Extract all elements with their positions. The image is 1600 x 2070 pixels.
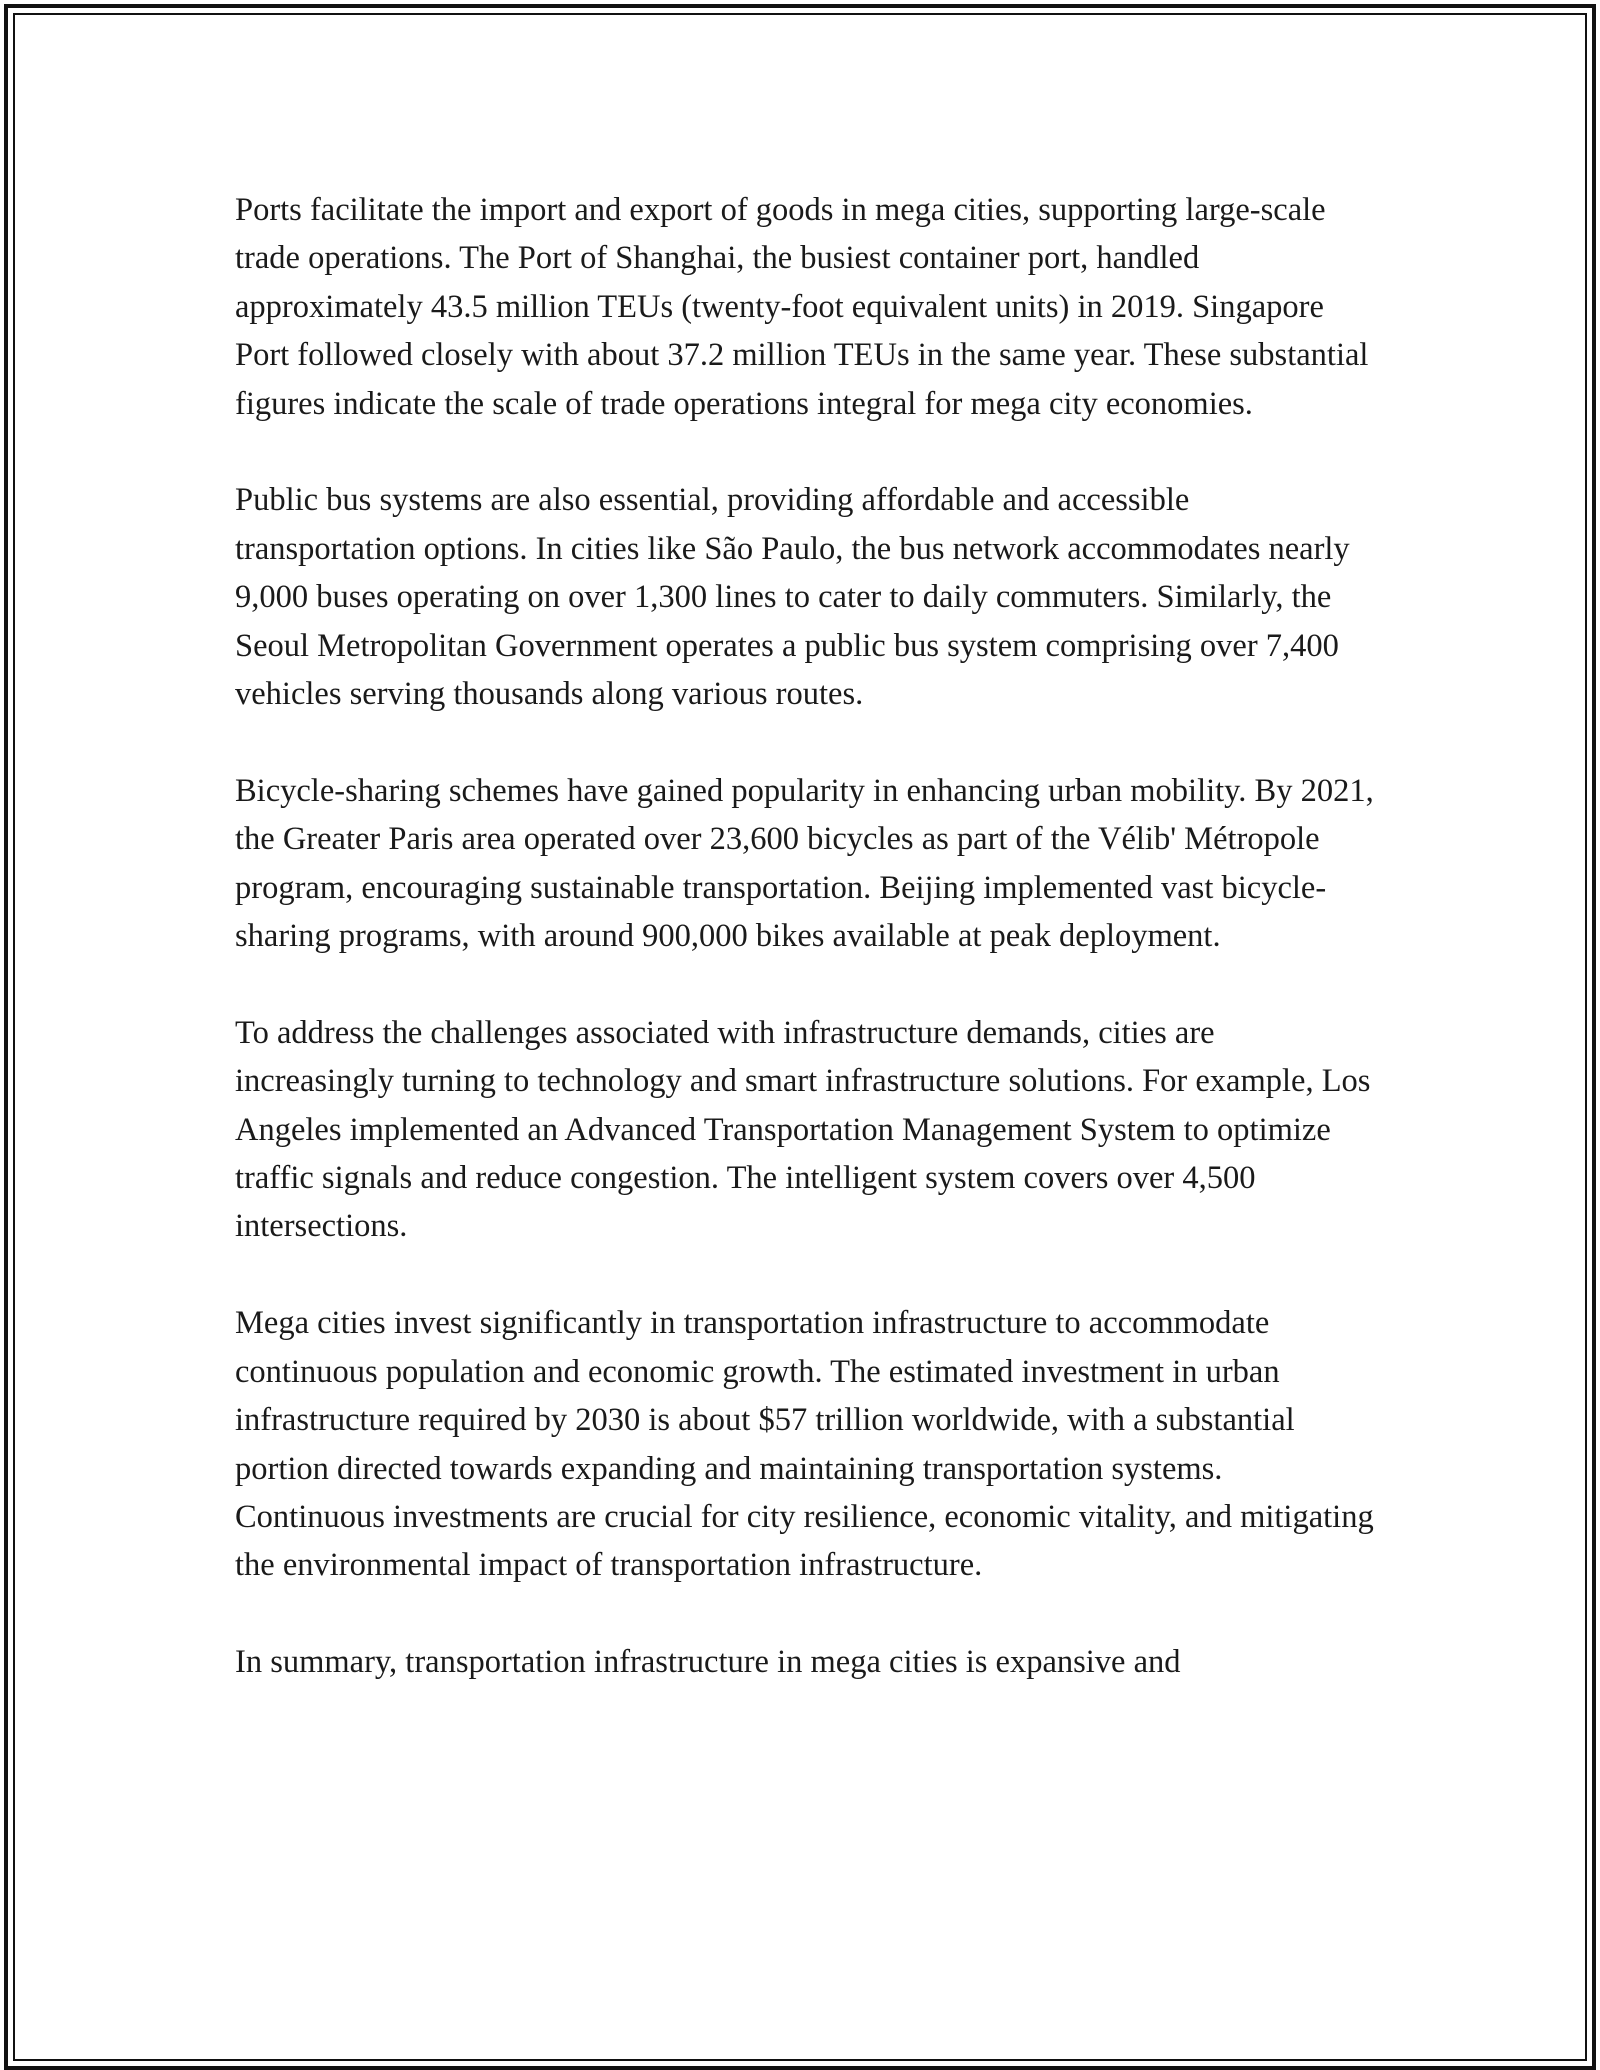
paragraph-bicycle-sharing: Bicycle-sharing schemes have gained popularity in enhancing urban mobility. By 2021, the Greater Paris area operated over 23,600 bicycles as part of the Vélib' Métropole program, encouraging sustainable transportation. Beijing implemented vast bicycle-sharing programs, with around 900,000 bikes available at peak deployment. [235,772,1374,955]
document-body [235,186,1375,1687]
paragraph-investment: Mega cities invest significantly in transportation infrastructure to accommodate continuous population and economic growth. The estimated investment in urban infrastructure required by 2030 is about $57 trillion worldwide, with a substantial portion directed towards expanding and maintaining transportation systems. Continuous investments are crucial for city resilience, economic vitality, and mitigating the environmental impact of transportation infrastructure. [235,1305,1374,1584]
paragraph-smart-infrastructure: To address the challenges associated with infrastructure demands, cities are increasingly turning to technology and smart infrastructure solutions. For example, Los Angeles implemented an Advanced Transportation Management System to optimize traffic signals and reduce congestion. The intelligent system covers over 4,500 intersections. [235,1014,1371,1245]
paragraph-ports: Ports facilitate the import and export of goods in mega cities, supporting large-scale trade operations. The Port of Shanghai, the busiest container port, handled approximately 43.5 million TEUs (twenty-foot equivalent units) in 2019. Singapore Port followed closely with about 37.2 million TEUs in the same year. These substantial figures indicate the scale of trade operations integral for mega city economies. [235,192,1369,422]
paragraph-summary: In summary, transportation infrastructure in mega cities is expansive and [235,1644,1181,1681]
paragraph-public-bus: Public bus systems are also essential, providing affordable and accessible transportation options. In cities like São Paulo, the bus network accommodates nearly 9,000 buses operating on over 1,300 lines to cater to daily commuters. Similarly, the Seoul Metropolitan Government operates a public bus system comprising over 7,400 vehicles serving thousands along various routes. [235,482,1350,713]
